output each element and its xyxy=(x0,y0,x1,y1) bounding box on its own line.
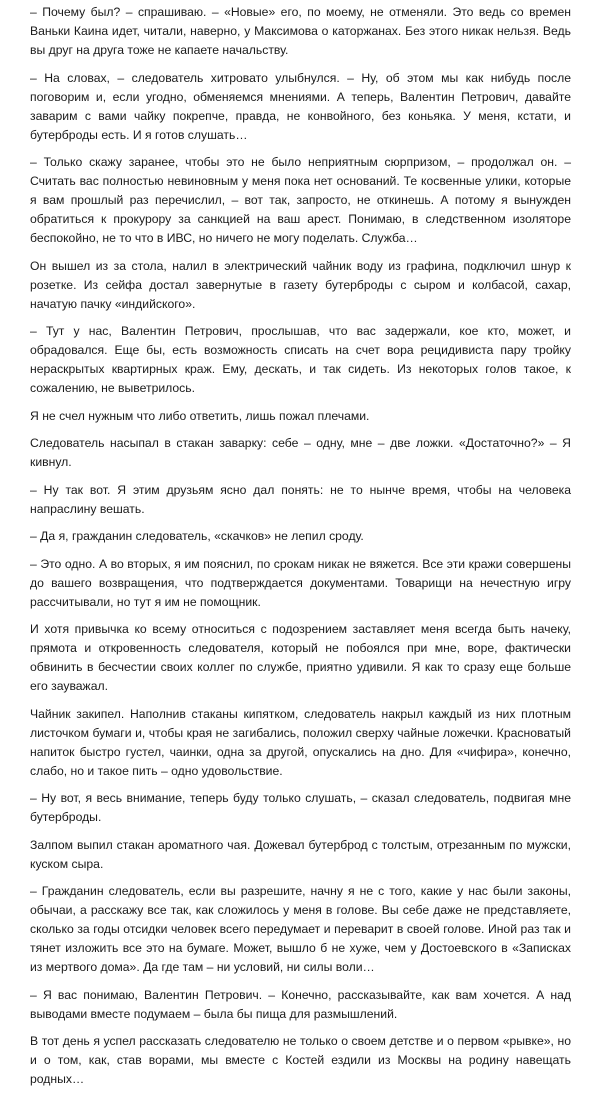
paragraph: – Тут у нас, Валентин Петрович, прослышав, что вас задержали, кое кто, может, и обрадовался. Еще бы, есть возможность списать на счет вора рецидивиста пару тройку нераскрытых квартирных краж. Ему, дескать, и так сидеть. Из некоторых голов такое, к сожалению, не выветрилось. xyxy=(30,324,571,395)
paragraph: В тот день я успел рассказать следователю не только о своем детстве и о первом «рывке», но и о том, как, став ворами, мы вместе с Костей ездили из Москвы на родину навещать родных… xyxy=(30,1034,571,1086)
paragraph: – Ну так вот. Я этим друзьям ясно дал понять: не то нынче время, чтобы на человека напраслину вешать. xyxy=(30,482,571,516)
paragraph: – Да я, гражданин следователь, «скачков» не лепил сроду. xyxy=(30,529,364,543)
paragraph: Он вышел из за стола, налил в электрический чайник воду из графина, подключил шнур к розетке. Из сейфа достал завернутые в газету бутерброды с сыром и колбасой, сахар, начатую пачку «индийского». xyxy=(30,258,571,311)
paragraph: Я не счел нужным что либо ответить, лишь пожал плечами. xyxy=(30,408,370,423)
paragraph: – На словах, – следователь хитровато улыбнулся. – Ну, об этом мы как нибудь после поговорим и, если угодно, обменяемся мнениями. А теперь, Валентин Петрович, давайте заварим с вами чайку покрепче, правда, не конвойного, без коньяка. У меня, кстати, и бутерброды есть. И я готов слушать… xyxy=(30,70,571,142)
paragraph: – Я вас понимаю, Валентин Петрович. – Конечно, рассказывайте, как вам хочется. А над выводами вместе подумаем – была бы пища для размышлений. xyxy=(30,987,571,1021)
paragraph: – Почему был? – спрашиваю. – «Новые» его, по моему, не отменяли. Это ведь со времен Ваньки Каина идет, читали, наверно, у Максимова о каторжанах. Без этого никак нельзя. Ведь вы друг на друга тоже не капаете начальству. xyxy=(30,5,571,57)
paragraph: Следователь насыпал в стакан заварку: себе – одну, мне – две ложки. «Достаточно?» – Я кивнул. xyxy=(30,436,571,469)
paragraph: – Это одно. А во вторых, я им пояснил, по срокам никак не вяжется. Все эти кражи совершены до вашего возвращения, что подтверждается документами. Товарищи на нечестную игру рассчитывали, но тут я им не помощник. xyxy=(30,556,571,609)
paragraph: Залпом выпил стакан ароматного чая. Дожевал бутерброд с толстым, отрезанным по мужски, куском сыра. xyxy=(30,837,571,871)
paragraph: – Только скажу заранее, чтобы это не было неприятным сюрпризом, – продолжал он. – Считать вас полностью невиновным у меня пока нет оснований. Те косвенные улики, которые я вам прошлый раз перечислил, – вот так, запросто, не откинешь. А потому я вынужден обратиться к прокурору за санкцией на ваш арест. Понимаю, в следственном изоляторе беспокойно, не то что в ИВС, но ничего не могу поделать. Служба… xyxy=(30,155,571,245)
document-page xyxy=(30,3,571,1098)
paragraph: И хотя привычка ко всему относиться с подозрением заставляет меня всегда быть начеку, прямота и откровенность следователя, который не побоялся при мне, воре, фактически обвинить в бесчестии своих коллег по службе, приятно удивили. Я как то сразу еще больше его зауважал. xyxy=(30,622,571,693)
paragraph: – Гражданин следователь, если вы разрешите, начну я не с того, какие у нас были законы, обычаи, а расскажу все так, как сложилось у меня в голове. Вы себе даже не представляете, сколько за годы отсидки человек всего передумает и переварит в своей голове. Иной раз так и тянет изложить все это на бумаге. Может, вышло б не хуже, чем у Достоевского в «Записках из мертвого дома». Да где там – ни условий, ни силы воли… xyxy=(30,884,571,974)
paragraph: Чайник закипел. Наполнив стаканы кипятком, следователь накрыл каждый из них плотным листочком бумаги и, чтобы края не загибались, положил сверху чайные ложечки. Красноватый напиток быстро густел, чаинки, одна за другой, опускались на дно. Для «чифира», конечно, слабо, но и такое пить – одно удовольствие. xyxy=(30,706,571,778)
paragraph: – Ну вот, я весь внимание, теперь буду только слушать, – сказал следователь, подвигая мне бутерброды. xyxy=(30,791,571,824)
